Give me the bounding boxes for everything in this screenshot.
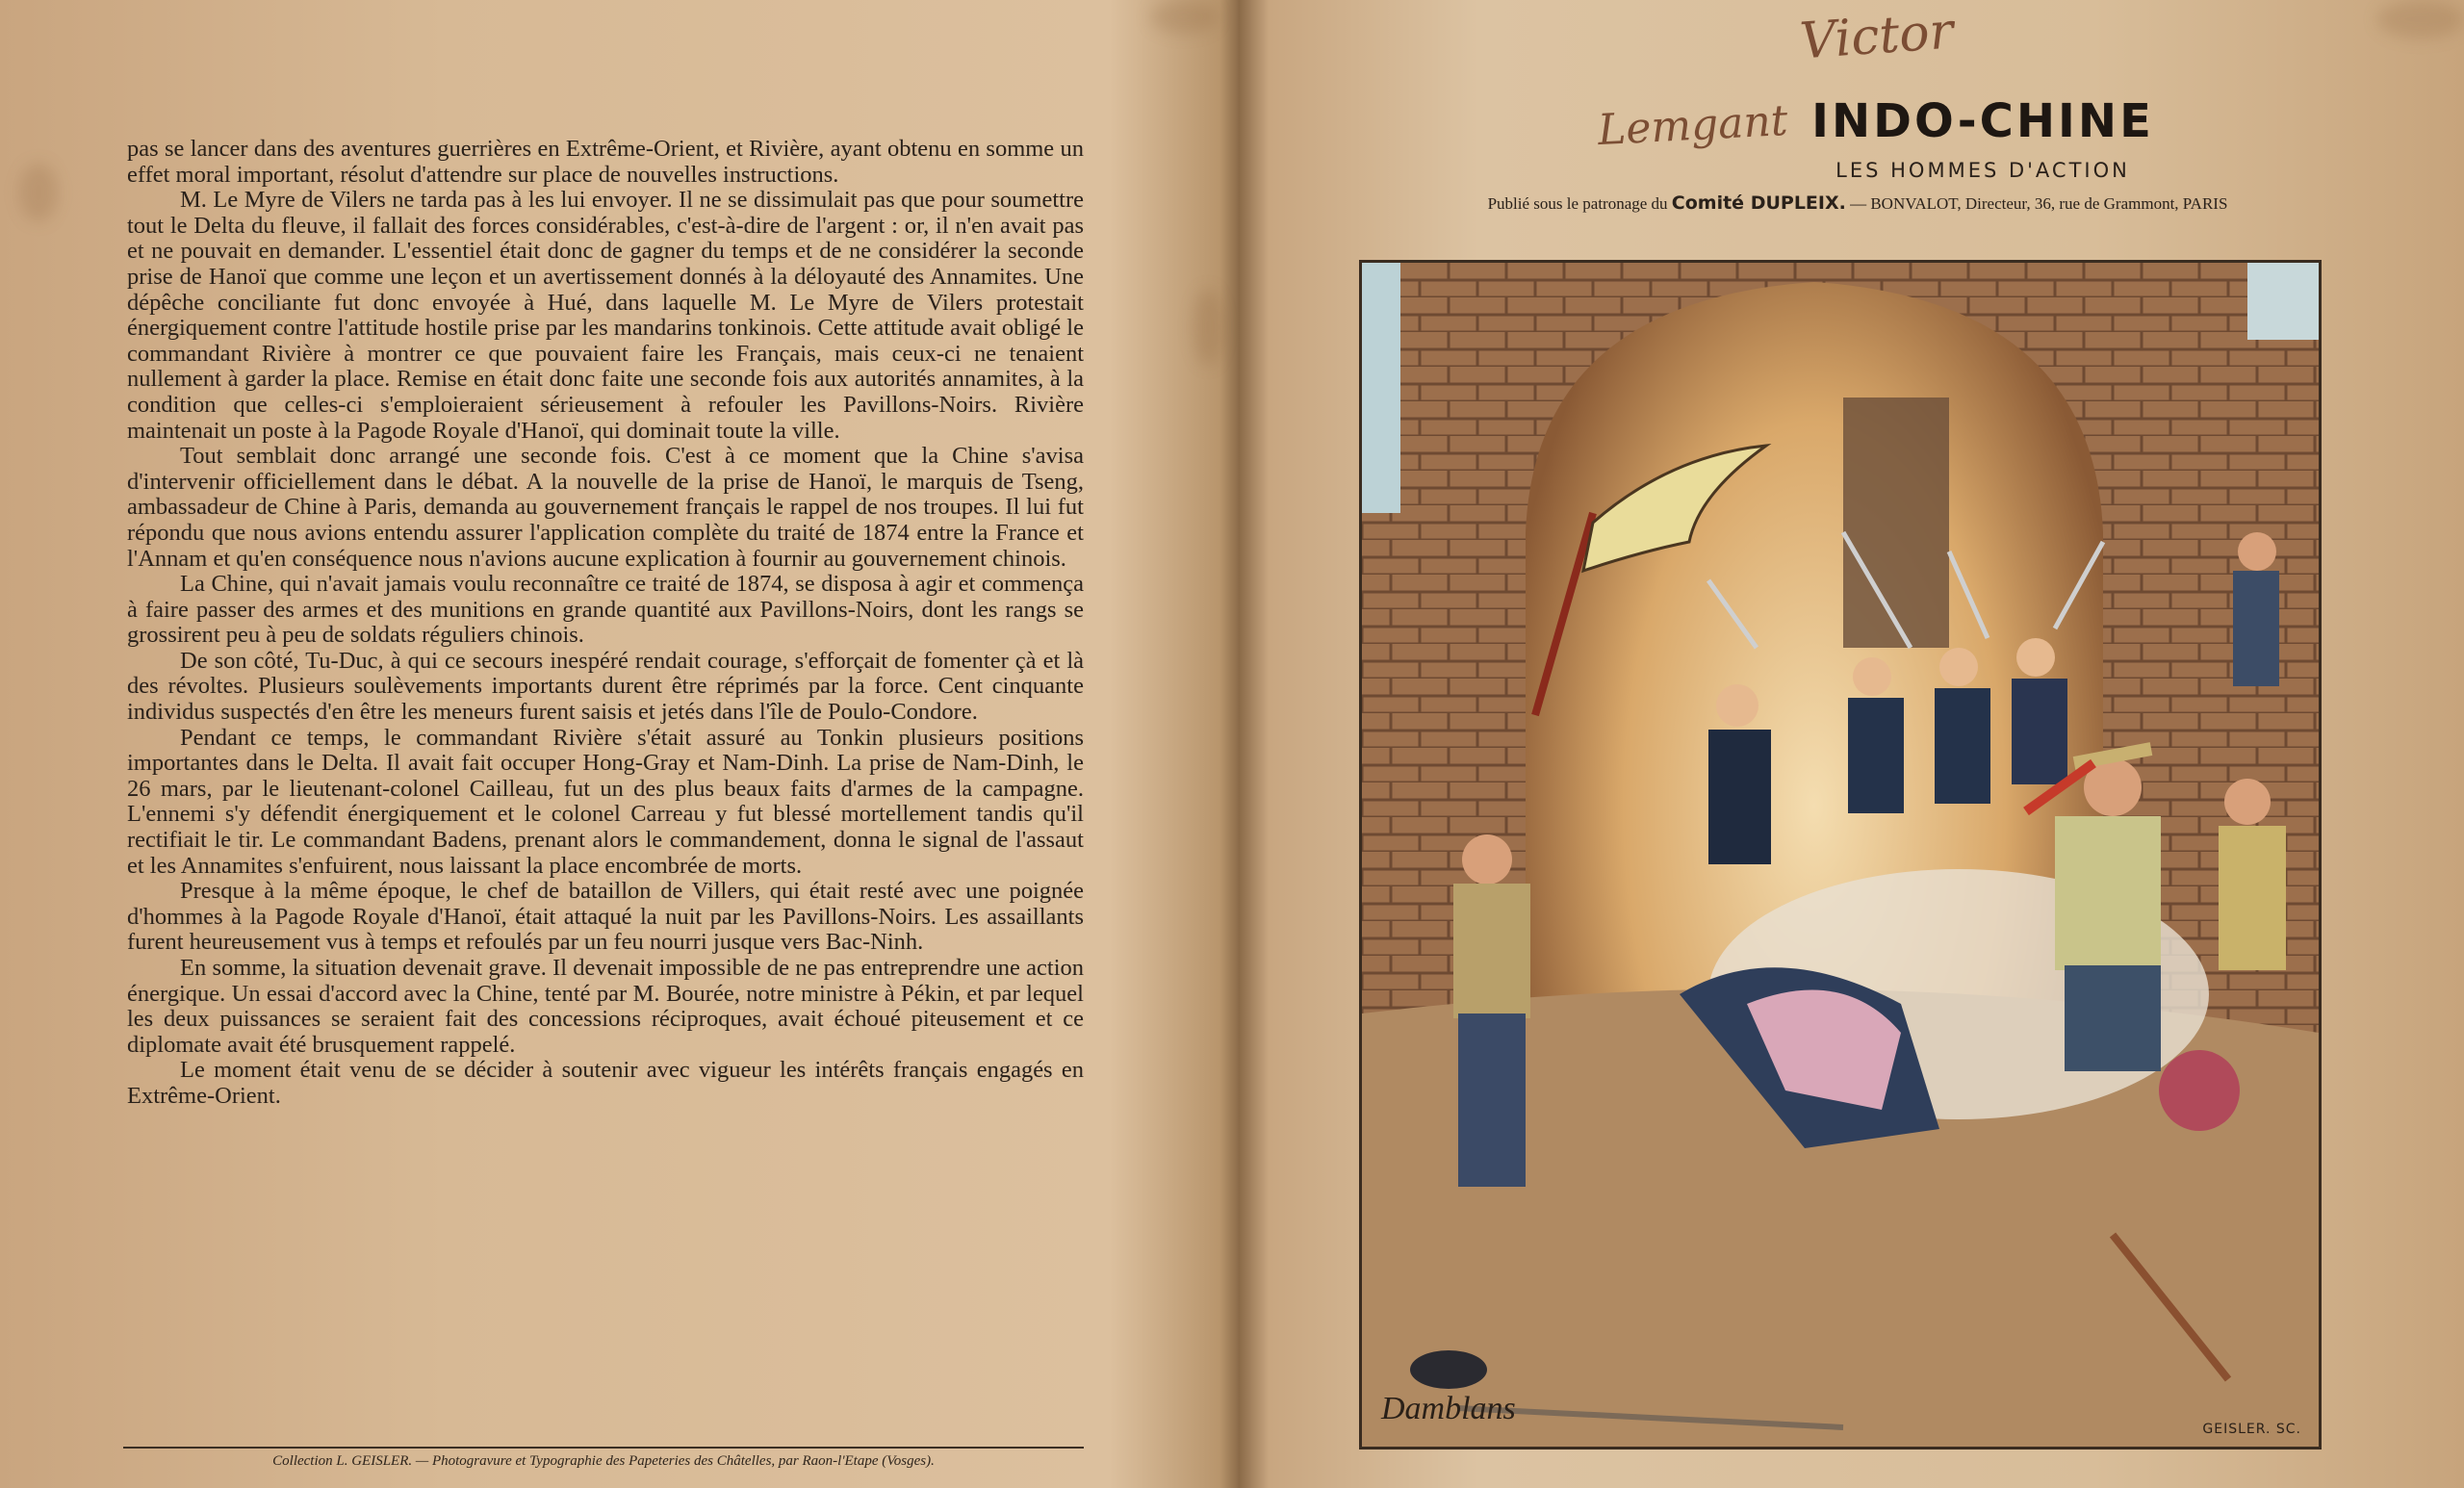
article-text <box>127 137 1084 1110</box>
gate-door <box>1843 398 1949 648</box>
handwritten-note: Victor <box>1798 2 1956 71</box>
illustration-drawing <box>1362 263 2319 1447</box>
sky-patch <box>2247 263 2319 340</box>
cover-subtitle: LES HOMMES D'ACTION <box>1835 159 2130 182</box>
sky-patch <box>1362 263 1400 513</box>
paragraph: En somme, la situation devenait grave. Il devenait impossible de ne pas entreprendre une action énergique. Un essai d'accord avec la Chine, tenté par M. Bourée, notre ministre à Pékin, et par lequel les deux puissances se seraient fait des concessions réciproques, avait échoué piteusement et ce diplomate avait été brusquement rappelé. <box>127 955 1084 1058</box>
paragraph: M. Le Myre de Vilers ne tarda pas à les lui envoyer. Il ne se dissimulait pas que pour soumettre tout le Delta du fleuve, il fallait des forces considérables, c'est-à-dire de l'argent : or, il n'en avait pas et ne pouvait en demander. L'essentiel était donc de gagner du temps et de ne considérer la seconde prise de Hanoï que comme une leçon et un avertissement donnés à la déloyauté des Annamites. Une dépêche conciliante fut donc envoyée à Hué, dans laquelle M. Le Myre de Vilers protestait énergiquement contre l'attitude hostile prise par les mandarins tonkinois. Cette attitude avait obligé le commandant Rivière à montrer ce que pouvaient faire les Français, mais ceux-ci ne tenaient nullement à garder la place. Remise en était donc faite une seconde fois aux autorités annamites, à la condition que celles-ci s'emploieraient sérieusement à refouler les Pavillons-Noirs. Rivière maintenait un poste à la Pagode Royale d'Hanoï, qui dominait toute la ville. <box>127 187 1084 444</box>
fallen-cap <box>1410 1350 1487 1389</box>
footer-rule <box>123 1447 1084 1449</box>
paragraph: Pendant ce temps, le commandant Rivière s'était assuré au Tonkin plusieurs positions importantes dans le Delta. Il avait fait occuper Hong-Gray et Nam-Dinh. La prise de Nam-Dinh, le 26 mars, par le lieutenant-colonel Cailleau, fut un des plus beaux faits d'armes de la campagne. L'ennemi s'y défendit énergiquement et le colonel Carreau y fut blessé mortellement tandis qu'il rectifiait le tir. Le commandant Badens, prenant alors le commandement, donna le signal de l'assaut et les Annamites s'enfuirent, nous laissant la place encombrée de morts. <box>127 724 1084 879</box>
handwritten-name: Lemgant <box>1596 95 1789 156</box>
cover-title: INDO-CHINE <box>1811 94 2154 148</box>
left-page <box>0 0 1222 1488</box>
paragraph: De son côté, Tu-Duc, à qui ce secours inespéré rendait courage, s'efforçait de fomenter çà et là des révoltes. Plusieurs soulèvements importants durent être réprimés par la force. Cent cinquante individus suspectés d'en être les meneurs furent saisis et jetés dans l'île de Poulo-Condore. <box>127 647 1084 726</box>
paragraph: Presque à la même époque, le chef de bataillon de Villers, qui était resté avec une poignée d'hommes à la Pagode Royale d'Hanoï, était attaqué la nuit par les Pavillons-Noirs. Les assaillants furent heureusement vus à temps et refoulés par un feu nourri jusque vers Bac-Ninh. <box>127 878 1084 956</box>
publisher-line <box>1266 192 2450 214</box>
publisher-committee: Comité DUPLEIX. <box>1671 192 1846 214</box>
paragraph: pas se lancer dans des aventures guerrières en Extrême-Orient, et Rivière, ayant obtenu en somme un effet moral important, résolut d'attendre sur place de nouvelles instructions. <box>127 136 1084 188</box>
battle-illustration <box>1359 260 2322 1450</box>
paragraph: Tout semblait donc arrangé une seconde fois. C'est à ce moment que la Chine s'avisa d'intervenir officiellement dans le débat. A la nouvelle de la prise de Hanoï, le marquis de Tseng, ambassadeur de Chine à Paris, demanda au gouvernement français le rappel de nos troupes. Il lui fut répondu que nous avions entendu assurer l'application complète du traité de 1874 entre la France et l'Annam et qu'en conséquence nous n'avions aucune explication à fournir au gouvernement chinois. <box>127 443 1084 572</box>
publisher-suffix: — BONVALOT, Directeur, 36, rue de Grammont, PARIS <box>1850 194 2228 213</box>
right-page <box>1237 0 2464 1488</box>
printer-footer: Collection L. GEISLER. — Photogravure et Typographie des Papeteries des Châtelles, par Raon-l'Etape (Vosges). <box>272 1453 935 1469</box>
publisher-prefix: Publié sous le patronage du <box>1487 194 1668 213</box>
paragraph: Le moment était venu de se décider à soutenir avec vigueur les intérêts français engagés en Extrême-Orient. <box>127 1057 1084 1109</box>
engraver-credit: GEISLER. SC. <box>2202 1422 2301 1437</box>
artist-signature: Damblans <box>1381 1391 1516 1426</box>
paragraph: La Chine, qui n'avait jamais voulu reconnaître ce traité de 1874, se disposa à agir et commença à faire passer des armes et des munitions en grande quantité aux Pavillons-Noirs, dont les rangs se grossirent peu à peu de soldats réguliers chinois. <box>127 571 1084 649</box>
